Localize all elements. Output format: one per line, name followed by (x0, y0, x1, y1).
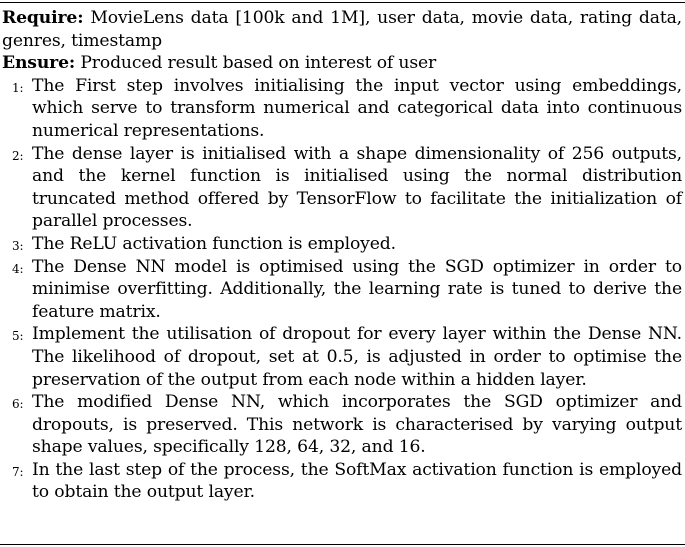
step-number: 1: (12, 80, 24, 95)
ensure-block (2, 52, 682, 75)
step-list (2, 75, 682, 504)
step-3 (2, 233, 682, 256)
step-5 (2, 323, 682, 391)
step-text: The Dense NN model is optimised using the SGD optimizer in order to minimise overfitting. Additionally, the learning rate is tuned to derive the feature matrix. (32, 256, 682, 322)
step-text: The modified Dense NN, which incorporates the SGD optimizer and dropouts, is preserved. This network is characterised by varying output shape values, specifically 128, 64, 32, and 16. (32, 392, 682, 458)
step-text: The dense layer is initialised with a shape dimensionality of 256 outputs, and the kernel function is initialised using the normal distribution truncated method offered by TensorFlow to facilitate the initialization of parallel processes. (32, 143, 682, 232)
step-text: Implement the utilisation of dropout for every layer within the Dense NN. The likelihood of dropout, set at 0.5, is adjusted in order to optimise the preservation of the output from each node within a hidden layer. (32, 324, 682, 390)
step-text: The ReLU activation function is employed. (32, 233, 396, 254)
require-block (2, 7, 682, 52)
step-7 (2, 459, 682, 504)
ensure-label: Ensure: (2, 53, 76, 74)
step-1 (2, 75, 682, 143)
require-label: Require: (2, 8, 84, 28)
step-number: 3: (12, 238, 24, 253)
step-2 (2, 143, 682, 233)
step-4 (2, 256, 682, 324)
step-6 (2, 391, 682, 459)
algorithm-content (2, 7, 682, 504)
top-rule (0, 2, 685, 3)
require-text: MovieLens data [100k and 1M], user data, movie data, rating data, genres, timestamp (2, 8, 682, 51)
step-number: 6: (12, 397, 24, 412)
step-text: In the last step of the process, the SoftMax activation function is employed to obtain the output layer. (32, 459, 682, 503)
ensure-text: Produced result based on interest of user (80, 53, 437, 74)
step-number: 7: (12, 464, 24, 479)
step-number: 4: (12, 261, 24, 276)
bottom-rule (0, 544, 685, 545)
step-text: The First step involves initialising the input vector using embeddings, which serve to transform numerical and categorical data into continuous numerical representations. (32, 75, 682, 141)
step-number: 5: (12, 329, 24, 344)
step-number: 2: (12, 148, 24, 163)
